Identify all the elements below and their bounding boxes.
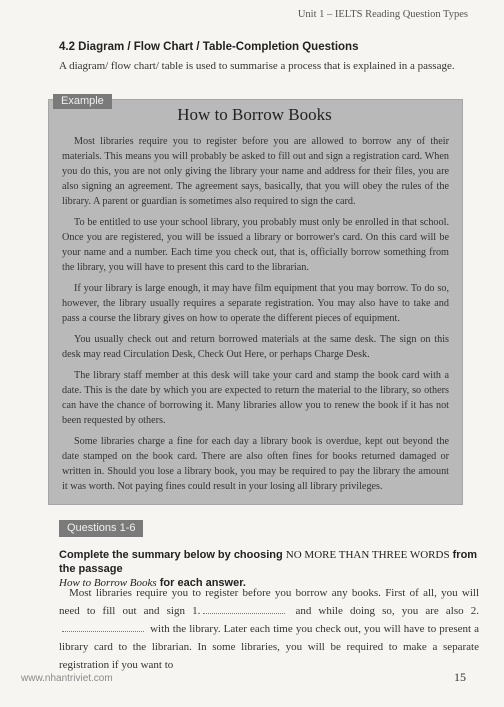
- instruction-passage-title: How to Borrow Books: [59, 577, 157, 589]
- footer-url: www.nhantriviet.com: [21, 673, 113, 684]
- summary-part-1: Most libraries require you to register before you borrow any books. First of all, you will need to fill out and sign: [59, 587, 479, 617]
- instruction-lead: Complete the summary below by choosing: [59, 549, 283, 561]
- summary-part-2: and while doing so, you are also: [295, 605, 464, 617]
- instruction-word-limit: NO MORE THAN THREE WORDS: [285, 549, 450, 561]
- example-paragraph: Some libraries charge a fine for each day a library book is overdue, kept out beyond the date stamped on the book card. There are also often fines for books returned damaged or written in. Should you lose a library book, you may be required to pay the library the amount it was worth. Not paying fines could result in your losing all library privileges.: [62, 436, 449, 492]
- example-body: [62, 134, 449, 500]
- blank-1-number: 1.: [192, 605, 201, 617]
- questions-tab-label: Questions 1-6: [59, 520, 143, 537]
- example-title: How to Borrow Books: [177, 105, 332, 124]
- page-number: 15: [454, 670, 466, 684]
- example-paragraph: Most libraries require you to register before you are allowed to borrow any of their materials. This means you will probably be asked to fill out and sign a registration card. When you do this, you are not only giving the library your name and address for their files, you are also signing an agreement. The agreement says, basically, that you will obey the rules of the library. A parent or guardian is sometimes also required to sign the card.: [62, 136, 449, 207]
- blank-2-number: 2.: [470, 605, 479, 617]
- answer-blank-2[interactable]: [62, 631, 144, 632]
- example-paragraph: You usually check out and return borrowed materials at the same desk. The sign on this desk may read Circulation Desk, Check Out Here, or perhaps Charge Desk.: [62, 334, 449, 360]
- example-paragraph: To be entitled to use your school library, you probably must only be enrolled in that school. Once you are registered, you will be issued a library or borrower's card. On this card will be your name and a number. Each time you check out, that is, officially borrow something from the library, you will have to present this card to the librarian.: [62, 217, 449, 273]
- summary-text: [59, 584, 479, 674]
- running-head: Unit 1 – IELTS Reading Question Types: [297, 9, 468, 20]
- example-tab-label: Example: [53, 94, 112, 109]
- instruction-tail: for each answer.: [159, 577, 246, 589]
- section-intro: A diagram/ flow chart/ table is used to summarise a process that is explained in a passage.: [59, 60, 455, 72]
- section-title: 4.2 Diagram / Flow Chart / Table-Completion Questions: [59, 41, 359, 53]
- summary-part-3: with the library. Later each time you check out, you will have to present a library card to the librarian. In some libraries, you will be required to make a separate registration if you want to: [59, 623, 480, 671]
- example-paragraph: The library staff member at this desk will take your card and stamp the book card with a date. This is the date by which you are expected to return the material to the library, so others can have the chance of borrowing it. Many libraries allow you to renew the book if it has not been requested by others.: [62, 370, 449, 426]
- example-paragraph: If your library is large enough, it may have film equipment that you may borrow. To do so, however, the library usually requires a separate registration. You may also have to take and pass a course the library gives on how to operate the different pieces of equipment.: [62, 283, 449, 324]
- answer-blank-1[interactable]: [203, 613, 285, 614]
- instruction-mid: from the passage: [59, 549, 478, 575]
